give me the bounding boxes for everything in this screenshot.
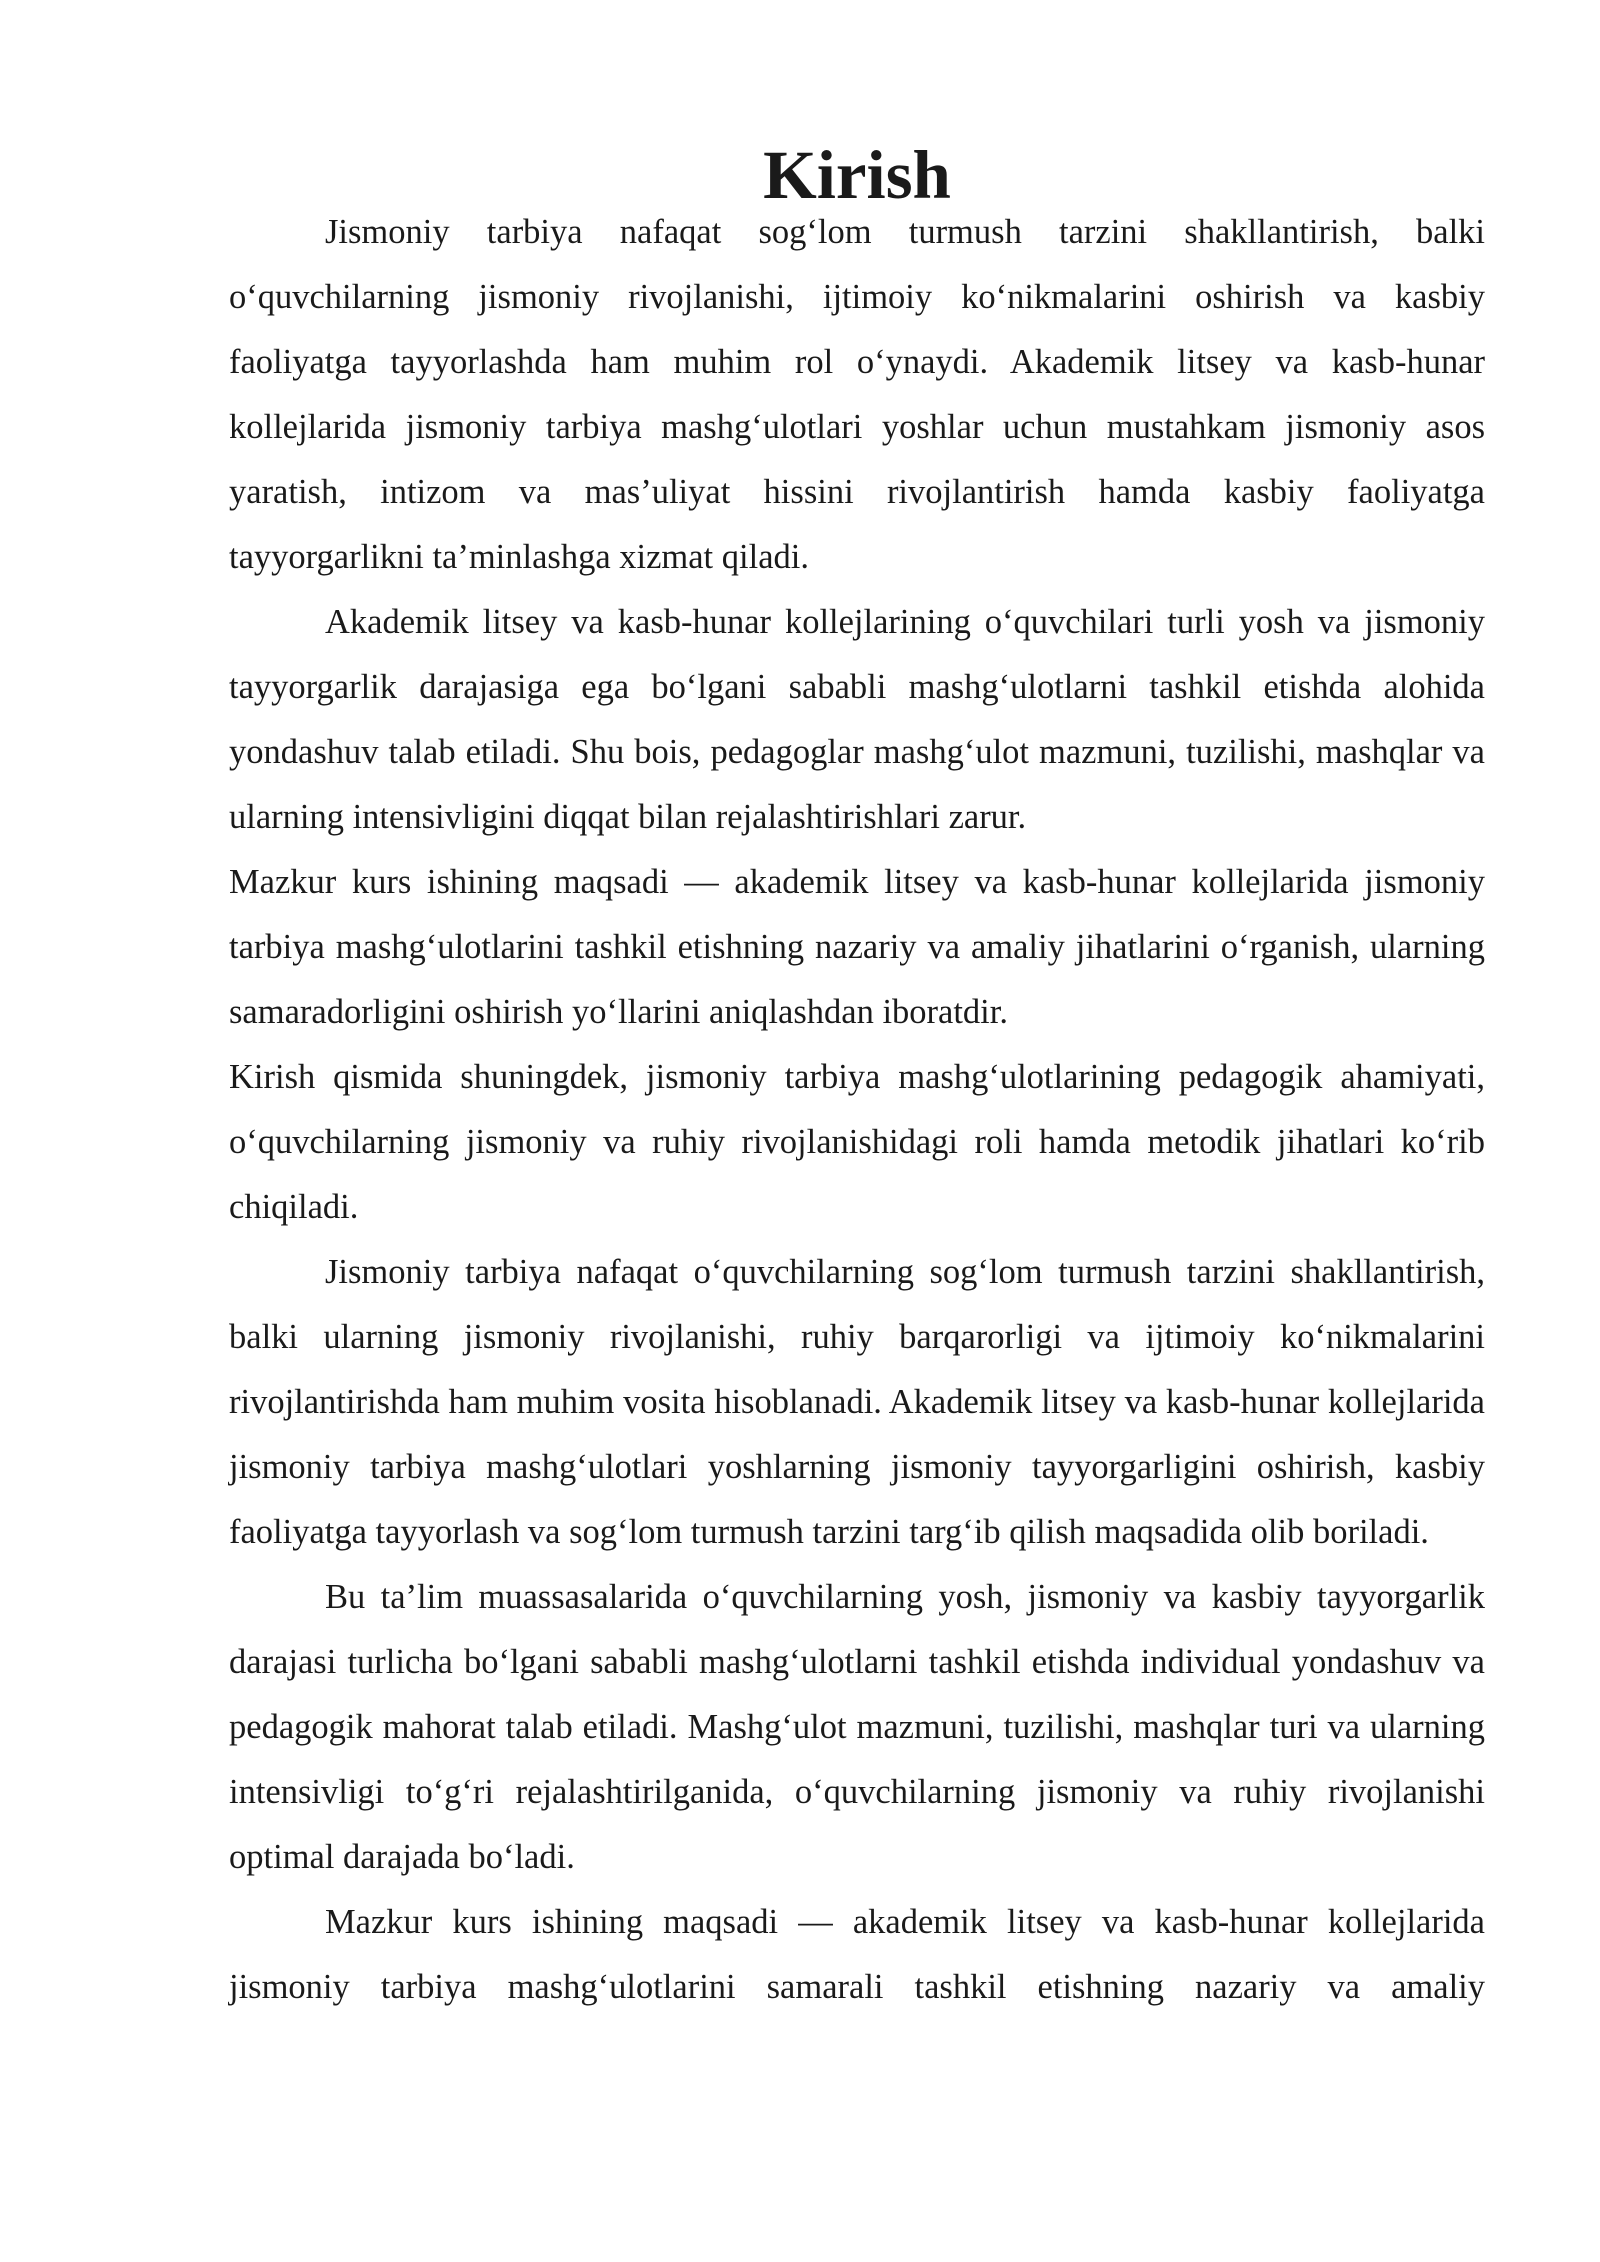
paragraph-5: Jismoniy tarbiya nafaqat o‘quvchilarning sog‘lom turmush tarzini shakllantirish, balki ularning jismoniy rivojlanishi, ruhiy barqarorligi va ijtimoiy ko‘nikmalarini rivojlantirishda ham muhim vosita hisoblanadi. Akademik litsey va kasb-hunar kollejlarida jismoniy tarbiya mashg‘ulotlari yoshlarning jismoniy tayyorgarligini oshirish, kasbiy faoliyatga tayyorlash va sog‘lom turmush tarzini targ‘ib qilish maqsadida olib boriladi. (229, 1253, 1485, 1551)
paragraph-6: Bu ta’lim muassasalarida o‘quvchilarning yosh, jismoniy va kasbiy tayyorgarlik darajasi turlicha bo‘lgani sababli mashg‘ulotlarni tashkil etishda individual yondashuv va pedagogik mahorat talab etiladi. Mashg‘ulot mazmuni, tuzilishi, mashqlar turi va ularning intensivligi to‘g‘ri rejalashtirilganida, o‘quvchilarning jismoniy va ruhiy rivojlanishi optimal darajada bo‘ladi. (229, 1578, 1485, 1876)
page-title: Kirish (763, 137, 951, 213)
document-body (229, 137, 1485, 2020)
paragraph-3: Mazkur kurs ishining maqsadi — akademik litsey va kasb-hunar kollejlarida jismoniy tarbiya mashg‘ulotlarini tashkil etishning nazariy va amaliy jihatlarini o‘rganish, ularning samaradorligini oshirish yo‘llarini aniqlashdan iboratdir. (229, 863, 1485, 1031)
paragraph-2: Akademik litsey va kasb-hunar kollejlarining o‘quvchilari turli yosh va jismoniy tayyorgarlik darajasiga ega bo‘lgani sababli mashg‘ulotlarni tashkil etishda alohida yondashuv talab etiladi. Shu bois, pedagoglar mashg‘ulot mazmuni, tuzilishi, mashqlar va ularning intensivligini diqqat bilan rejalashtirishlari zarur. (229, 603, 1485, 836)
paragraph-4: Kirish qismida shuningdek, jismoniy tarbiya mashg‘ulotlarining pedagogik ahamiyati, o‘quvchilarning jismoniy va ruhiy rivojlanishidagi roli hamda metodik jihatlari ko‘rib chiqiladi. (229, 1058, 1485, 1226)
paragraph-1: Jismoniy tarbiya nafaqat sog‘lom turmush tarzini shakllantirish, balki o‘quvchilarning jismoniy rivojlanishi, ijtimoiy ko‘nikmalarini oshirish va kasbiy faoliyatga tayyorlashda ham muhim rol o‘ynaydi. Akademik litsey va kasb-hunar kollejlarida jismoniy tarbiya mashg‘ulotlari yoshlar uchun mustahkam jismoniy asos yaratish, intizom va mas’uliyat hissini rivojlantirish hamda kasbiy faoliyatga tayyorgarlikni ta’minlashga xizmat qiladi. (229, 213, 1485, 576)
paragraph-7: Mazkur kurs ishining maqsadi — akademik litsey va kasb-hunar kollejlarida jismoniy tarbiya mashg‘ulotlarini samarali tashkil etishning nazariy va amaliy (229, 1903, 1485, 2006)
